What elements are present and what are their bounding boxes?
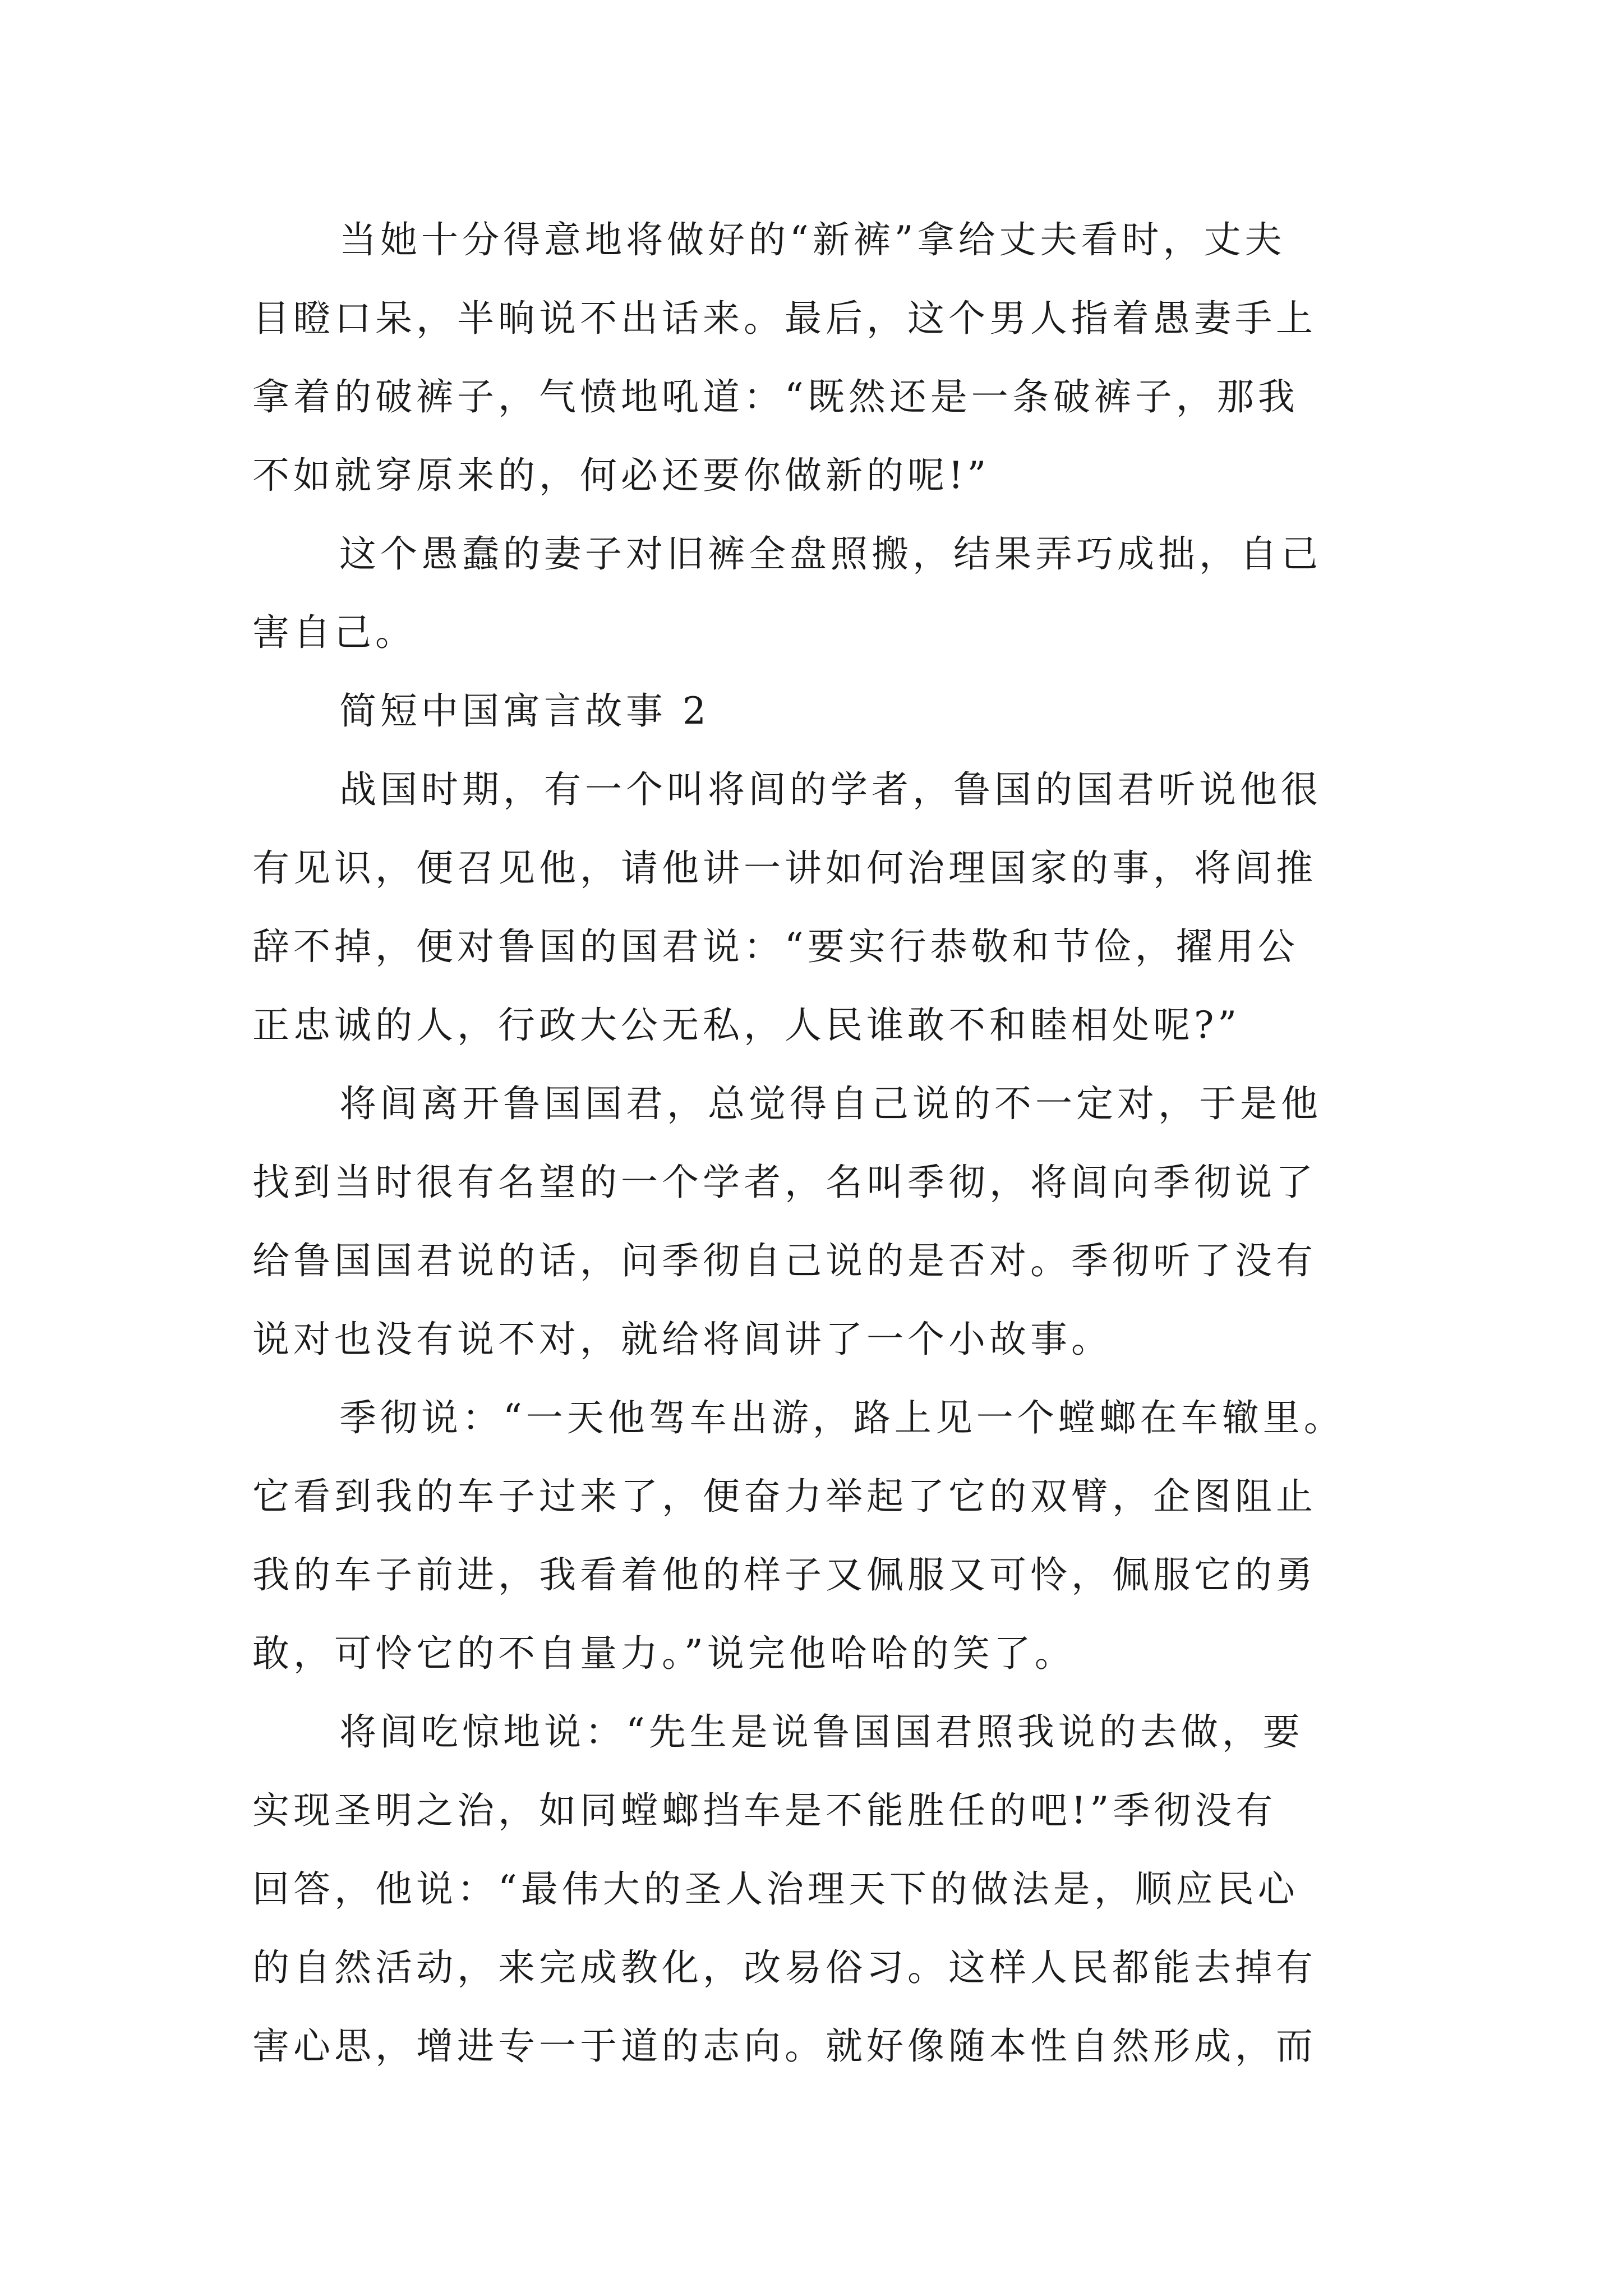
text-line: 我的车子前进，我看着他的样子又佩服又可怜，佩服它的勇 [252, 1553, 1317, 1596]
text-line: 害心思，增进专一于道的志向。就好像随本性自然形成，而 [252, 2024, 1317, 2068]
text-line: 有见识，便召见他，请他讲一讲如何治理国家的事，将闾推 [252, 846, 1317, 890]
text-line: 敢，可怜它的不自量力。”说完他哈哈的笑了。 [252, 1632, 1076, 1675]
text-line: 的自然活动，来完成教化，改易俗习。这样人民都能去掉有 [252, 1946, 1317, 1989]
text-line: 回答，他说：“最伟大的圣人治理天下的做法是，顺应民心 [252, 1867, 1299, 1911]
text-line: 将闾离开鲁国国君，总觉得自己说的不一定对，于是他 [339, 1082, 1322, 1125]
text-line: 害自己。 [252, 611, 416, 654]
text-line: 它看到我的车子过来了，便奋力举起了它的双臂，企图阻止 [252, 1475, 1317, 1518]
text-line: 辞不掉，便对鲁国的国君说：“要实行恭敬和节俭，擢用公 [252, 925, 1299, 968]
section-heading: 简短中国寓言故事 2 [339, 689, 710, 733]
text-line: 不如就穿原来的，何必还要你做新的呢!” [252, 454, 990, 497]
text-line: 战国时期，有一个叫将闾的学者，鲁国的国君听说他很 [339, 768, 1322, 811]
text-line: 找到当时很有名望的一个学者，名叫季彻，将闾向季彻说了 [252, 1161, 1317, 1204]
text-line: 这个愚蠢的妻子对旧裤全盘照搬，结果弄巧成拙，自己 [339, 532, 1322, 576]
text-line: 正忠诚的人，行政大公无私，人民谁敢不和睦相处呢?” [252, 1004, 1241, 1047]
text-line: 目瞪口呆，半晌说不出话来。最后，这个男人指着愚妻手上 [252, 297, 1317, 340]
text-line: 给鲁国国君说的话，问季彻自己说的是否对。季彻听了没有 [252, 1239, 1317, 1282]
text-line: 当她十分得意地将做好的“新裤”拿给丈夫看时，丈夫 [339, 218, 1286, 261]
text-line: 实现圣明之治，如同螳螂挡车是不能胜任的吧!”季彻没有 [252, 1789, 1277, 1832]
text-line: 季彻说：“一天他驾车出游，路上见一个螳螂在车辙里。 [339, 1396, 1345, 1439]
text-line: 将闾吃惊地说：“先生是说鲁国国君照我说的去做，要 [339, 1710, 1304, 1754]
text-line: 说对也没有说不对，就给将闾讲了一个小故事。 [252, 1318, 1112, 1361]
text-line: 拿着的破裤子，气愤地吼道：“既然还是一条破裤子，那我 [252, 375, 1299, 418]
